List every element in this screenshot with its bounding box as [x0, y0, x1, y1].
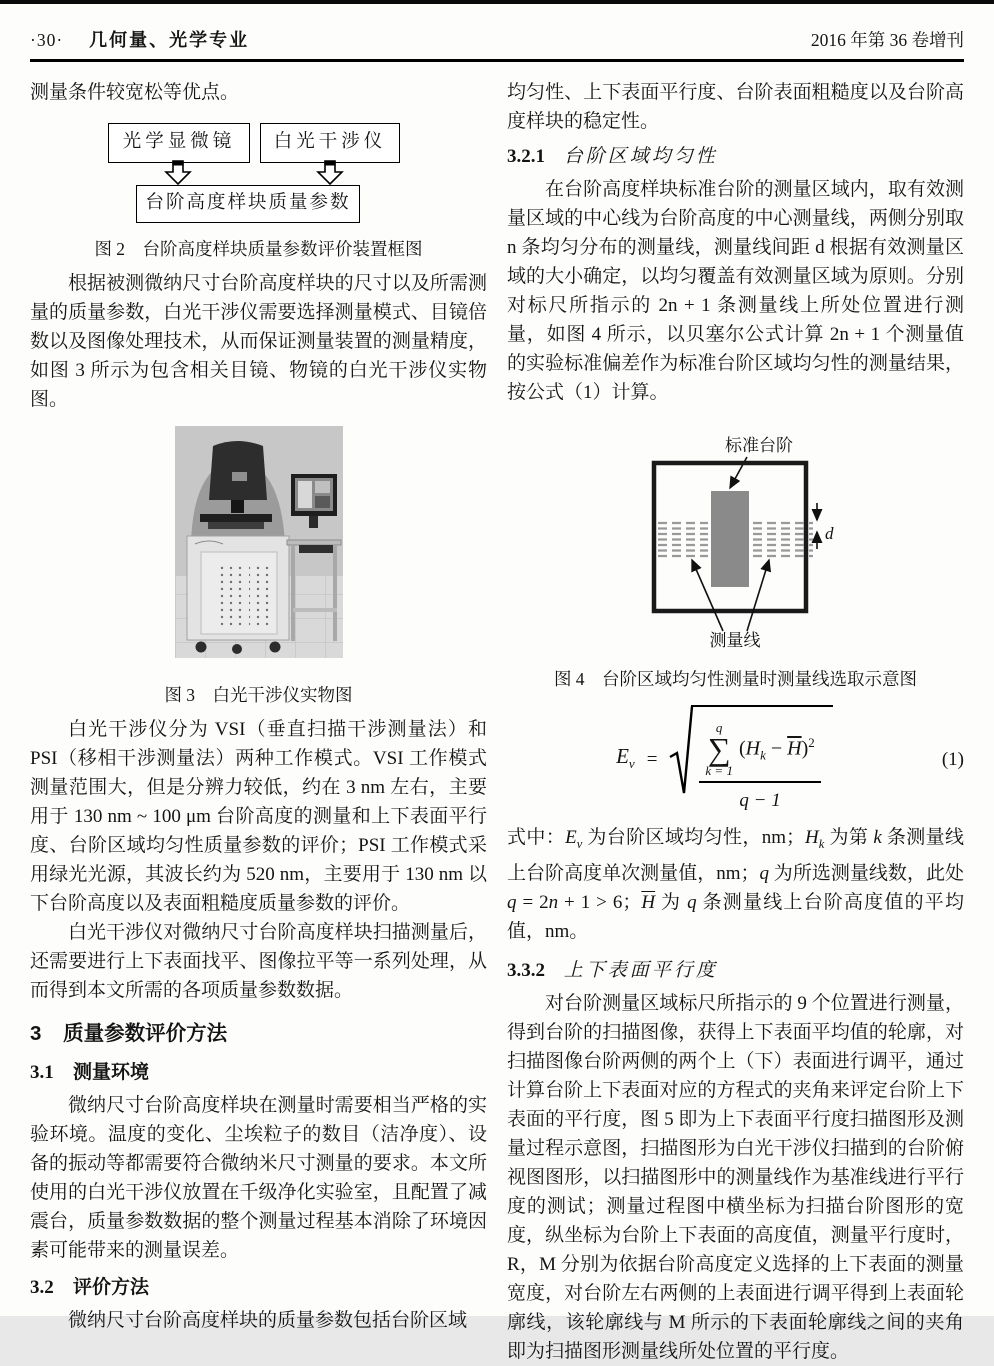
section-number: 3.3.2 [507, 960, 545, 981]
flowchart-box-quality-parameters: 台阶高度样块质量参数 [136, 185, 360, 223]
section-title: 台阶区域均匀性 [564, 146, 718, 167]
annotation-arrow [747, 560, 769, 631]
down-block-arrow-icon [316, 161, 344, 185]
var-E: E [616, 744, 629, 768]
equation-where-clause [507, 823, 964, 946]
down-block-arrow-icon [164, 161, 192, 185]
radicand [691, 705, 832, 816]
section-heading-3-2 [30, 1273, 487, 1302]
paragraph: 根据被测微纳尺寸台阶高度样块的尺寸以及所需测量的质量参数，白光干涉仪需要选择测量模式、目镜倍数以及图像处理技术，从而保证测量装置的测量精度，如图 3 所示为包含相关目镜、物镜的白光干涉仪实物图。 [30, 269, 487, 414]
journal-issue: 2016 年第 36 卷增刊 [811, 27, 964, 52]
section-number: 3.2.1 [507, 146, 545, 167]
paragraph: 在台阶高度样块标准台阶的测量区域内，取有效测量区域的中心线为台阶高度的中心测量线，两侧分别取 n 条均匀分布的测量线，测量线间距 d 根据有效测量区域的大小确定，以均匀覆盖有效测量区域为原则。分别对标尺所指示的 2n + 1 条测量线上所处位置进行测量，如图 4 所示，以贝塞尔公式计算 2n + 1 个测量值的实验标准偏差作为标准台阶区域均匀性的测量结果，按公式（1）计算。 [507, 175, 964, 407]
equation-body [507, 705, 942, 816]
header-column-title: 几何量、光学专业 [89, 26, 249, 52]
measurement-lines-right [753, 523, 813, 556]
interferometer-photo [175, 426, 343, 658]
section-number: 3 [30, 1022, 41, 1045]
sum-lower-limit: k = 1 [705, 764, 733, 777]
equation-1 [507, 705, 964, 816]
equals-sign: = [647, 745, 658, 774]
paragraph: 式中：$E_v$ 为台阶区域均匀性，nm；$H_k$ 为第 k 条测量线上台阶高度单次测量值，nm；q 为所选测量线数，此处 q = 2n + 1 > 6；$\overline{H}$ 为 q 条测量线上台阶高度值的平均值，nm。 [507, 823, 964, 946]
figure4-diagram [507, 435, 964, 653]
var-v-sub: v [629, 756, 635, 771]
page-number: ·30· [30, 30, 63, 51]
standard-step-rect [711, 491, 749, 587]
fraction-numerator [699, 721, 820, 782]
scan-edge-artifact [0, 0, 994, 4]
label-d: d [825, 524, 834, 543]
equation-number: (1) [942, 745, 964, 774]
fraction-denominator: q − 1 [699, 781, 820, 815]
paragraph-continuation: 均匀性、上下表面平行度、台阶表面粗糙度以及台阶高度样块的稳定性。 [507, 78, 964, 136]
summation [705, 721, 733, 778]
spacing-d-annotation [817, 503, 834, 549]
paragraph: 对台阶测量区域标尺所指示的 9 个位置进行测量，得到台阶的扫描图像，获得上下表面平均值的轮廓，对扫描图像台阶两侧的两个上（下）表面进行调平，通过计算台阶上下表面对应的方程式的夹角来评定台阶上下表面的平行度，图 5 即为上下表面平行度扫描图形及测量过程示意图，扫描图形为白光干涉仪扫描到的台阶俯视图图形，以扫描图形中的测量线作为基准线进行平行度的测试；测量过程图中横坐标为扫描台阶图形的宽度，纵坐标为台阶上下表面的高度值，测量平行度时，R，M 分别为依据台阶高度定义选择的上下表面的测量宽度，对台阶左右两侧的上表面进行调平得到上表面轮廓线，该轮廓线与 M 所示的下表面轮廓线之间的夹角即为扫描图形测量线所处位置的平行度。 [507, 989, 964, 1366]
figure2-caption: 图 2 台阶高度样块质量参数评价装置框图 [30, 237, 487, 261]
section-number: 3.1 [30, 1062, 54, 1083]
section-title: 上下表面平行度 [564, 960, 718, 981]
paragraph: 微纳尺寸台阶高度样块在测量时需要相当严格的实验环境。温度的变化、尘埃粒子的数目（洁净度）、设备的振动等都需要符合微纳米尺寸测量的要求。本文所使用的白光干涉仪放置在千级净化实验室，且配置了减震台，质量参数数据的整个测量过程基本消除了环境因素可能带来的测量误差。 [30, 1091, 487, 1265]
paragraph: 白光干涉仪分为 VSI（垂直扫描干涉测量法）和 PSI（移相干涉测量法）两种工作模式。VSI 工作模式测量范围大，但是分辨力较低，约在 3 nm 左右，主要用于 130 nm ~ 100 μm 台阶高度的测量和上下表面平行度、台阶区域均匀性质量参数的评价；PSI 工作模式采用绿光光源，其波长约为 520 nm，主要用于 130 nm 以下台阶高度以及表面粗糙度质量参数的评价。 [30, 715, 487, 918]
measurement-lines-left [658, 523, 708, 556]
section-title: 质量参数评价方法 [63, 1022, 227, 1045]
section-title: 测量环境 [73, 1062, 149, 1083]
figure3-photo [175, 426, 343, 667]
paragraph: 微纳尺寸台阶高度样块的质量参数包括台阶区域 [30, 1306, 487, 1335]
section-heading-3-1 [30, 1058, 487, 1087]
paragraph-continuation: 测量条件较宽松等优点。 [30, 78, 487, 107]
section-number: 3.2 [30, 1277, 54, 1298]
flowchart-box-optical-microscope: 光学显微镜 [108, 123, 250, 163]
section-heading-3-2-1 [507, 142, 964, 171]
flowchart-box-white-light-interferometer: 白光干涉仪 [260, 123, 400, 163]
figure2-flowchart [30, 123, 487, 223]
paragraph: 白光干涉仪对微纳尺寸台阶高度样块扫描测量后，还需要进行上下表面找平、图像拉平等一系列处理，从而得到本文所需的各项质量参数数据。 [30, 918, 487, 1005]
figure3-caption: 图 3 白光干涉仪实物图 [30, 683, 487, 707]
page-header [0, 0, 994, 52]
two-column-body [0, 62, 994, 1366]
section-heading-3 [30, 1019, 487, 1048]
summand-expression: $(H_k - \overline{H})^2$ [739, 728, 815, 770]
radical-icon [669, 705, 693, 797]
section-title: 评价方法 [73, 1277, 149, 1298]
column-left [30, 78, 487, 1366]
square-root [669, 705, 832, 816]
sum-upper-limit: q [716, 721, 723, 734]
machine-head [209, 441, 267, 500]
label-measurement-lines: 测量线 [710, 631, 761, 650]
sum-symbol: ∑ [708, 735, 731, 764]
label-standard-step: 标准台阶 [725, 436, 793, 455]
section-heading-3-3-2 [507, 956, 964, 985]
equation-lhs [616, 742, 635, 778]
fraction [699, 721, 820, 816]
column-right [507, 78, 964, 1366]
figure4-caption: 图 4 台阶区域均匀性测量时测量线选取示意图 [507, 667, 964, 691]
